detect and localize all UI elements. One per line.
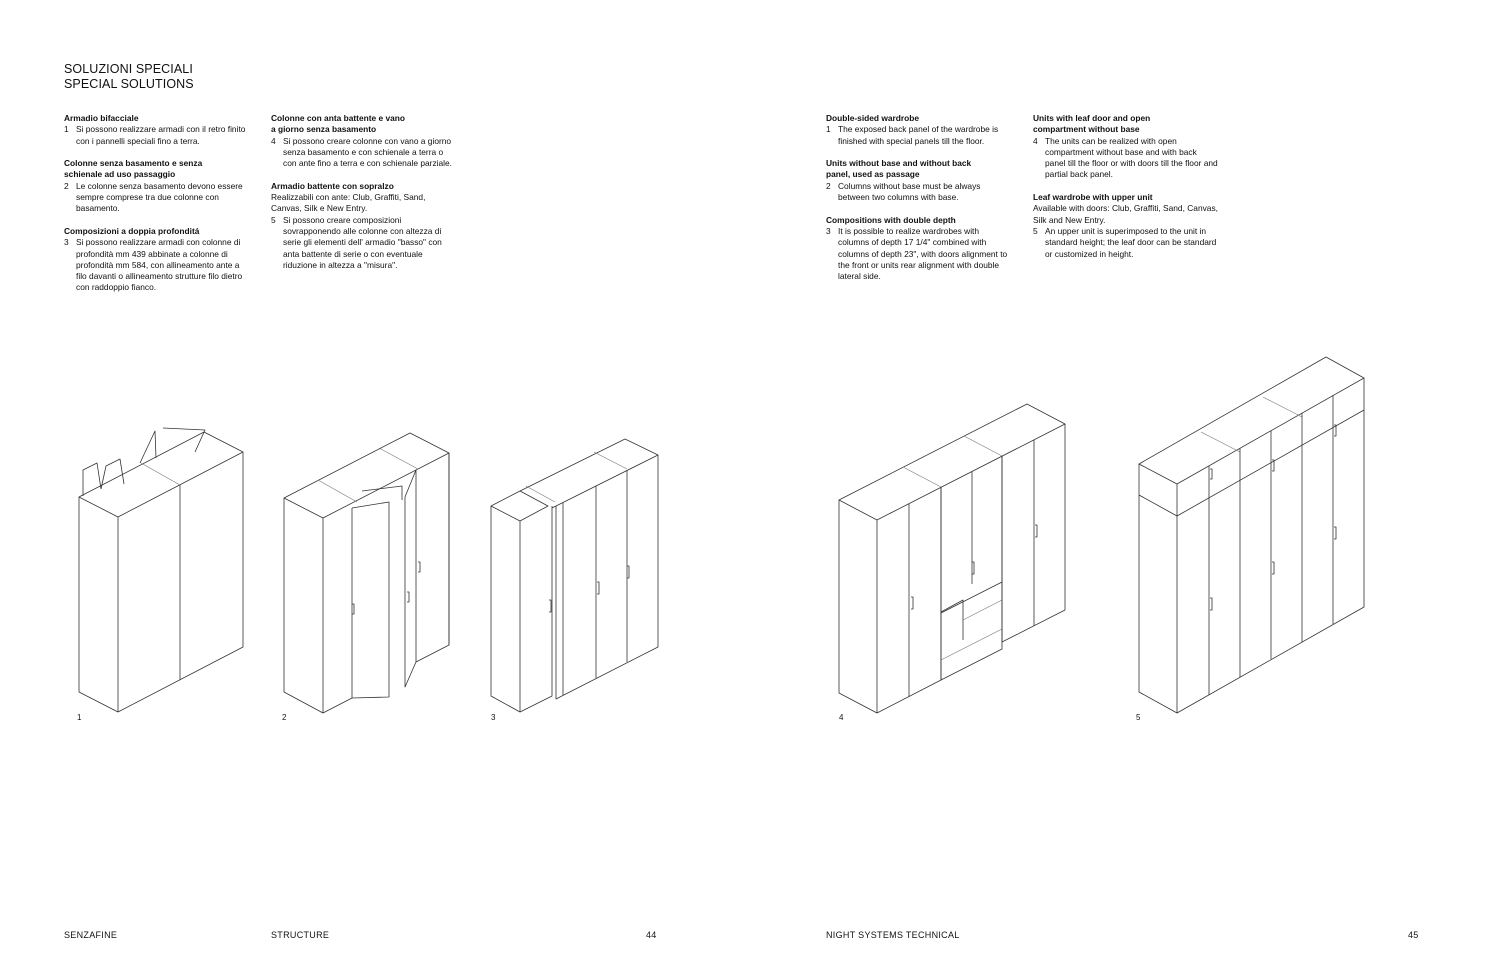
section-title: Compositions with double depth xyxy=(826,214,956,225)
figure-label-2: 2 xyxy=(282,713,287,722)
section-intro: Available with doors: Club, Graffiti, Sand, Canvas, Silk and New Entry. xyxy=(1033,203,1218,225)
section-title: Colonne senza basamento e senza xyxy=(64,158,203,169)
section-title: a giorno senza basamento xyxy=(271,124,377,135)
footer-section-left: STRUCTURE xyxy=(271,930,330,940)
item-number: 4 xyxy=(1033,135,1038,146)
item-text: Si possono creare colonne con vano a giorno senza basamento e con schienale a terra o con ante fino a terra e con schienale parziale. xyxy=(283,135,453,169)
footer-section-right: NIGHT SYSTEMS TECHNICAL xyxy=(826,930,960,940)
figure-label-4: 4 xyxy=(839,713,844,722)
item-number: 5 xyxy=(1033,225,1038,236)
section-intro: Realizzabili con ante: Club, Graffiti, Sand, Canvas, Silk e New Entry. xyxy=(271,192,426,214)
section-title: compartment without base xyxy=(1033,124,1140,135)
section-title: schienale ad uso passaggio xyxy=(64,169,176,180)
section-title: Double-sided wardrobe xyxy=(826,113,920,123)
item-text: An upper unit is superimposed to the unit in standard height; the leaf door can be standard or customized in height. xyxy=(1045,225,1217,259)
section-title: Units with leaf door and open xyxy=(1033,113,1151,123)
section-title: Units without base and without back xyxy=(826,158,972,169)
section-title: Armadio battente con sopralzo xyxy=(271,180,394,191)
item-text: Le colonne senza basamento devono essere sempre comprese tra due colonne con basamento. xyxy=(76,180,243,214)
page-number-right: 45 xyxy=(1408,930,1419,940)
item-text: The exposed back panel of the wardrobe is finished with special panels till the floor. xyxy=(838,124,999,146)
footer-brand: SENZAFINE xyxy=(64,930,118,940)
section-title: Colonne con anta battente e vano xyxy=(271,113,406,123)
section-title: Leaf wardrobe with upper unit xyxy=(1033,192,1153,203)
wardrobe-drawing-5 xyxy=(1139,357,1364,713)
item-text: Si possono realizzare armadi con il retro finito con i pannelli speciali fino a terra. xyxy=(76,124,246,146)
wardrobe-drawing-4 xyxy=(839,404,1065,713)
item-text: The units can be realized with open compartment without base and with back panel till the floor or with doors till the floor and partial back panel. xyxy=(1045,135,1218,180)
item-number: 3 xyxy=(64,237,69,248)
item-number: 3 xyxy=(826,225,831,236)
item-text: Si possono realizzare armadi con colonne di profondità mm 439 abbinate a colonne di profondità mm 584, con allineamento ante a filo davanti o allineamento strutture filo dietro con raddoppio fianco. xyxy=(76,237,243,293)
heading-english: SPECIAL SOLUTIONS xyxy=(64,77,194,91)
item-number: 4 xyxy=(271,135,276,146)
wardrobe-drawing-3 xyxy=(491,439,658,712)
item-text: It is possible to realize wardrobes with columns of depth 17 1/4" combined with columns of depth 23", with doors alignment to the front or units rear alignment with double lateral side. xyxy=(838,225,1008,282)
wardrobe-drawing-1 xyxy=(79,428,243,712)
item-number: 1 xyxy=(64,124,69,135)
item-number: 2 xyxy=(826,180,831,191)
item-number: 1 xyxy=(826,124,831,135)
figure-label-5: 5 xyxy=(1136,713,1141,722)
heading-italian: SOLUZIONI SPECIALI xyxy=(64,62,193,76)
section-title: panel, used as passage xyxy=(826,169,920,180)
section-title: Armadio bifacciale xyxy=(64,113,139,123)
item-number: 2 xyxy=(64,180,69,191)
section-title: Composizioni a doppia profonditá xyxy=(64,225,200,236)
item-number: 5 xyxy=(271,214,276,225)
page-number-left: 44 xyxy=(646,930,657,940)
wardrobe-drawing-2 xyxy=(284,433,449,713)
item-text: Columns without base must be always between two columns with base. xyxy=(838,180,981,203)
figure-label-3: 3 xyxy=(491,713,496,722)
figure-label-1: 1 xyxy=(77,713,82,722)
item-text: Si possono creare composizioni sovrapponendo alle colonne con altezza di serie gli elementi dell' armadio "basso" con anta battente di serie o con eventuale riduzione in altezza a "misura". xyxy=(283,214,442,270)
